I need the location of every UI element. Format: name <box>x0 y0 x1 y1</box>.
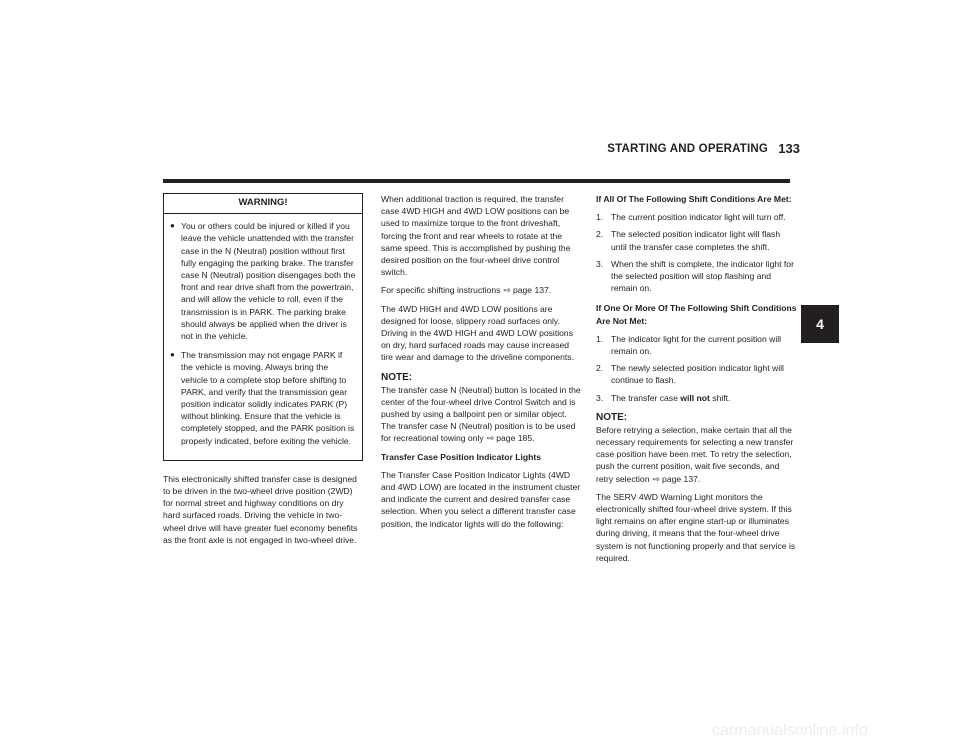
page-number: 133 <box>778 141 800 156</box>
chapter-tab: 4 <box>801 305 839 343</box>
note-text <box>381 384 581 445</box>
list-number: 2. <box>596 229 604 240</box>
page-reference-arrow-icon: ⇨ <box>503 285 511 296</box>
conditions-not-met-list <box>596 333 798 404</box>
header-rule <box>163 179 790 183</box>
warning-box <box>163 193 363 461</box>
body-paragraph: This electronically shifted transfer case is designed to be driven in the two-wheel drive position (2WD) for normal street and highway conditions on dry hard surfaced roads. Driving the vehicle in two-wheel drive will have greater fuel economy benefits as the front axle is not engaged in two-wheel drive. <box>163 473 358 545</box>
section-title: STARTING AND OPERATING <box>607 143 768 155</box>
body-paragraph: The SERV 4WD Warning Light monitors the electronically shifted four-wheel drive system. If this light remains on after engine start-up or illuminates during driving, it means that the four-wheel drive system is not functioning properly and that service is required. <box>596 491 796 563</box>
list-number: 3. <box>596 392 604 403</box>
list-item <box>596 392 798 404</box>
list-text-emphasis: will not <box>680 392 710 403</box>
body-paragraph: When additional traction is required, the transfer case 4WD HIGH and 4WD LOW positions can be used to maximize torque to the front driveshaft, forcing the front and rear wheels to rotate at the same speed. This is accomplished by pushing the desired position on the four-wheel drive control switch. <box>381 194 571 278</box>
list-item <box>596 258 798 295</box>
list-text: The indicator light for the current position will remain on. <box>611 333 782 357</box>
list-text: The current position indicator light will turn off. <box>611 212 786 223</box>
warning-bullet <box>170 220 356 342</box>
list-text <box>611 392 798 404</box>
body-paragraph <box>381 284 581 296</box>
warning-bullet-text: The transmission may not engage PARK if the vehicle is moving. Always bring the vehicle to a complete stop before shifting to PARK, and verify that the transmission gear position indicator solidly indicates PARK (P) without blinking. Ensure that the vehicle is completely stopped, and the PARK position is properly indicated, before exiting the vehicle. <box>181 350 355 446</box>
subheading: Transfer Case Position Indicator Lights <box>381 451 541 462</box>
conditions-met-list <box>596 211 798 294</box>
column-3 <box>596 193 798 570</box>
list-item <box>596 211 798 223</box>
list-text: The selected position indicator light will flash until the transfer case completes the shift. <box>611 229 781 252</box>
warning-bullet <box>170 349 356 447</box>
list-number: 1. <box>596 212 604 223</box>
page-reference-link[interactable]: page 185. <box>496 433 535 444</box>
list-item <box>596 228 798 252</box>
list-text-pre: The transfer case <box>611 392 678 403</box>
column-1 <box>163 193 363 552</box>
note-text <box>596 424 798 485</box>
list-text-post: shift. <box>712 392 731 403</box>
list-item <box>596 362 798 386</box>
page-reference-link[interactable]: page 137. <box>662 473 701 484</box>
reference-text: For specific shifting instructions <box>381 285 501 296</box>
note-label: NOTE: <box>381 371 413 383</box>
bullet-icon: ● <box>170 221 175 231</box>
list-number: 3. <box>596 258 604 269</box>
column-2 <box>381 193 581 536</box>
list-number: 2. <box>596 363 604 374</box>
note-label: NOTE: <box>596 411 628 423</box>
watermark-footer: carmanualsonline.info <box>712 722 868 739</box>
list-item <box>596 333 798 357</box>
page-reference-arrow-icon: ⇨ <box>652 473 661 484</box>
list-number: 1. <box>596 333 604 344</box>
page-reference-link[interactable]: page 137. <box>512 285 552 296</box>
body-paragraph: The 4WD HIGH and 4WD LOW positions are designed for loose, slippery road surfaces only. Driving in the 4WD HIGH and 4WD LOW positions on dry, hard surfaced roads may cause increased tire wear and damage to the driveline components. <box>381 303 574 363</box>
subheading: If All Of The Following Shift Conditions Are Met: <box>596 194 792 204</box>
bullet-icon: ● <box>170 350 175 360</box>
page-reference-arrow-icon: ⇨ <box>486 433 495 444</box>
list-text: When the shift is complete, the indicator light for the selected position will stop flashing and remain on. <box>611 258 794 294</box>
warning-bullet-text: You or others could be injured or killed if you leave the vehicle unattended with the transfer case in the N (Neutral) position without first fully engaging the parking brake. The transfer case N (Neutral) position disengages both the front and rear drive shaft from the powertrain, and will allow the vehicle to roll, even if the transmission is in PARK. The parking brake should always be applied when the driver is not in the vehicle. <box>181 221 356 342</box>
body-paragraph: The Transfer Case Position Indicator Lights (4WD and 4WD LOW) are located in the instrument cluster and indicate the current and desired transfer case selection. When you select a different transfer case position, the indicator lights will do the following: <box>381 469 581 529</box>
subheading: If One Or More Of The Following Shift Conditions Are Not Met: <box>596 303 797 326</box>
note-body: Before retrying a selection, make certain that all the necessary requirements for selecting a new transfer case position have been met. To retry the selection, push the current position, wait five seconds, and retry selection <box>596 424 794 484</box>
note-body: The transfer case N (Neutral) button is located in the center of the four-wheel drive Control Switch and is pushed by using a ballpoint pen or similar object. The transfer case N (Neutral) position is to be used for recreational towing only <box>381 384 581 444</box>
warning-title: WARNING! <box>164 194 362 214</box>
list-text: The newly selected position indicator light will continue to flash. <box>611 363 784 386</box>
